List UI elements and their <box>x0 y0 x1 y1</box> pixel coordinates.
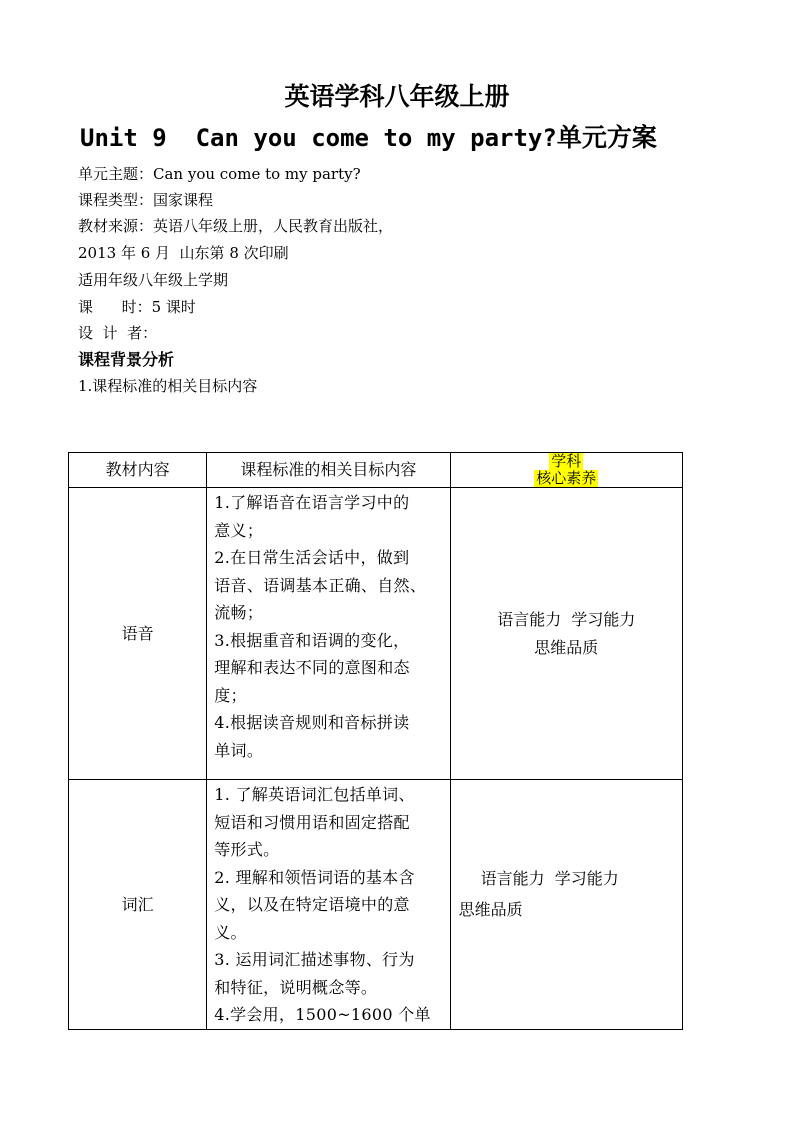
standard-line: 和特征，说明概念等。 <box>214 977 378 997</box>
standard-line: 单词。 <box>214 740 264 760</box>
standard-line: 3. 运用词汇描述事物、行为 <box>214 950 415 969</box>
standard-line: 理解和表达不同的意图和态 <box>214 658 410 677</box>
standard-line: 3.根据重音和语调的变化， <box>214 630 410 650</box>
standard-line: 1. 了解英语词汇包括单词、 <box>214 785 415 804</box>
standard-line: 意义； <box>214 520 264 540</box>
category-cell: 词汇 <box>69 780 207 1030</box>
header-subject-highlight: 学科 <box>551 452 582 470</box>
category-cell: 语音 <box>69 488 207 780</box>
textbook-print-info: 2013 年 6 月 山东第 8 次印刷 <box>78 244 289 262</box>
applicable-grade: 适用年级八年级上学期 <box>78 271 229 289</box>
curriculum-table <box>68 452 683 1030</box>
standard-line: 义。 <box>214 922 247 942</box>
class-hours: 课 时：5 课时 <box>78 298 196 316</box>
header-textbook-content: 教材内容 <box>69 453 207 488</box>
standard-line: 2. 理解和领悟词语的基本含 <box>214 867 415 887</box>
section-heading-background: 课程背景分析 <box>78 350 175 369</box>
standard-line: 流畅； <box>214 603 264 622</box>
header-core-competency <box>450 453 682 488</box>
standard-line: 义，以及在特定语境中的意 <box>214 895 410 914</box>
standards-cell <box>207 488 450 780</box>
competency-line: 思维品质 <box>534 637 599 657</box>
document-title: 英语学科八年级上册 <box>284 82 510 111</box>
standard-line: 1.了解语音在语言学习中的 <box>214 493 410 512</box>
standard-line: 4.学会用，1500~1600 个单 <box>214 1005 431 1024</box>
standards-cell <box>207 780 450 1030</box>
unit-theme: 单元主题：Can you come to my party? <box>78 165 361 183</box>
header-competency-highlight: 核心素养 <box>536 469 597 487</box>
standard-line: 2.在日常生活会话中，做到 <box>214 548 410 567</box>
subtitle-english: Unit 9 Can you come to my party? <box>80 124 557 152</box>
table-header-row <box>69 453 683 488</box>
header-standard-goals: 课程标准的相关目标内容 <box>207 453 450 488</box>
table-row <box>69 780 683 1030</box>
competency-line: 思维品质 <box>458 900 523 920</box>
standard-line: 等形式。 <box>214 840 280 859</box>
competency-line: 语言能力 学习能力 <box>497 610 636 629</box>
standard-line: 4.根据读音规则和音标拼读 <box>214 713 410 732</box>
section-item-standards: 1.课程标准的相关目标内容 <box>78 377 258 395</box>
competency-cell <box>450 488 682 780</box>
subtitle-chinese: 单元方案 <box>556 123 657 152</box>
course-type: 课程类型：国家课程 <box>78 191 214 209</box>
table-row <box>69 488 683 780</box>
standard-line: 短语和习惯用语和固定搭配 <box>214 812 410 832</box>
standard-line: 语音、语调基本正确、自然、 <box>214 575 427 595</box>
document-subtitle <box>80 121 780 155</box>
standard-line: 度； <box>214 685 247 705</box>
competency-line: 语言能力 学习能力 <box>480 868 619 888</box>
designer: 设 计 者： <box>78 324 158 342</box>
textbook-source: 教材来源：英语八年级上册，人民教育出版社， <box>78 217 394 235</box>
competency-cell <box>450 780 682 1030</box>
